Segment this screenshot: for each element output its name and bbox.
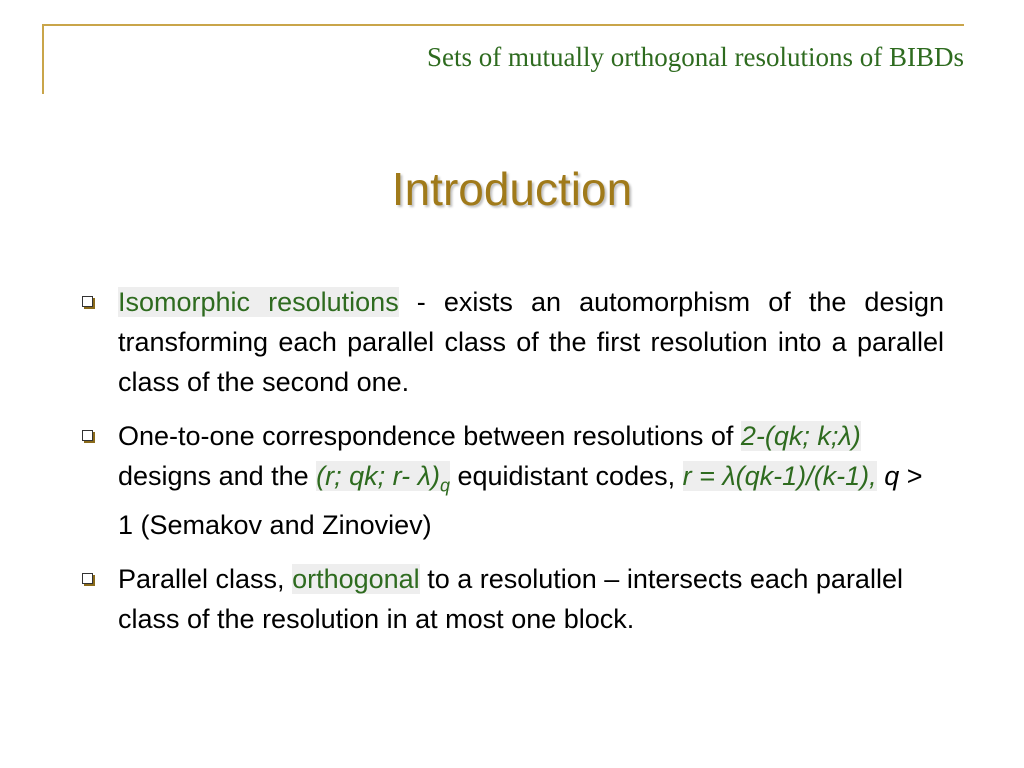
bullet-text: One-to-one correspondence between resolutions of: [118, 421, 741, 451]
bullet-list: [78, 282, 944, 653]
bullet-item-2: [78, 416, 944, 545]
bullet-text: > 1 (Semakov and Zinoviev): [118, 461, 923, 541]
math-r-formula: r = λ(qk-1)/(k-1),: [682, 461, 877, 491]
math-design-params: 2-(qk; k;λ): [740, 421, 861, 451]
bullet-text: designs and the: [118, 461, 317, 491]
term-orthogonal: orthogonal: [292, 564, 420, 595]
bullet-item-3: [78, 559, 944, 639]
bullet-text: Parallel class,: [118, 564, 293, 595]
term-isomorphic-resolutions: Isomorphic resolutions: [118, 287, 399, 317]
frame-horizontal-line: [42, 24, 964, 26]
header-title: Sets of mutually orthogonal resolutions of BIBDs: [427, 42, 964, 72]
math-code-params-main: (r; qk; r- λ): [316, 461, 440, 491]
bullet-text: equidistant codes,: [449, 461, 683, 491]
math-code-params: [316, 461, 450, 496]
math-q: q: [884, 461, 900, 491]
square-bullet-icon: [82, 573, 93, 584]
frame-vertical-line: [42, 24, 44, 94]
math-code-params-sub: q: [439, 475, 450, 496]
square-bullet-icon: [82, 296, 93, 307]
slide-title: Introduction: [391, 163, 633, 215]
bullet-item-1: [78, 282, 944, 402]
bullet-text: to a resolution – intersects each parallel class of the resolution in at most one block.: [118, 564, 903, 635]
bullet-text: - exists an automorphism of the design transforming each parallel class of the first resolution into a parallel class of the second one.: [118, 287, 944, 397]
square-bullet-icon: [82, 430, 93, 441]
